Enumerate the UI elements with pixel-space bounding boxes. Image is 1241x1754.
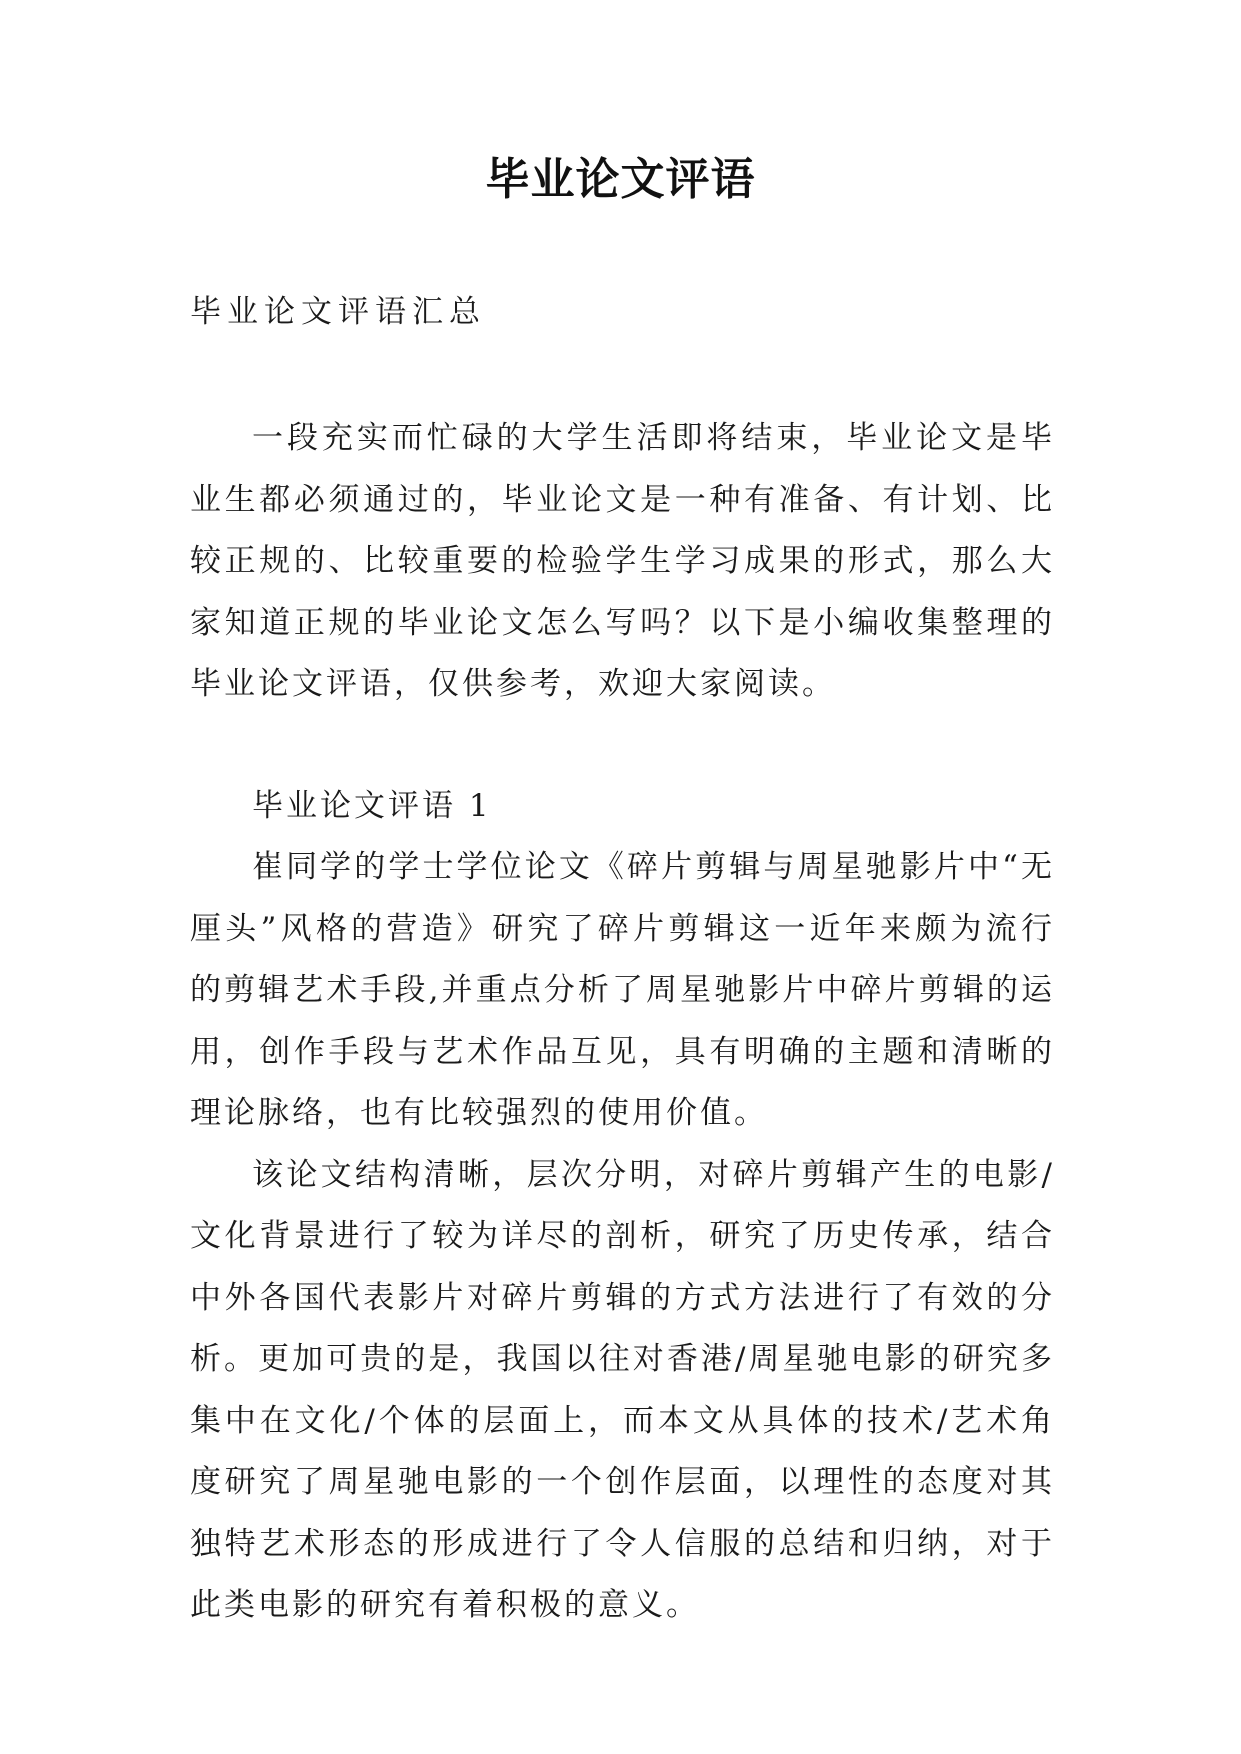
intro-paragraph: 一段充实而忙碌的大学生活即将结束，毕业论文是毕业生都必须通过的，毕业论文是一种有准备、有计划、比较正规的、比较重要的检验学生学习成果的形式，那么大家知道正规的毕业论文怎么写吗？以下是小编收集整理的毕业论文评语，仅供参考，欢迎大家阅读。: [190, 420, 1055, 702]
section-heading: 毕业论文评语 1: [252, 787, 492, 824]
document-title: 毕业论文评语: [485, 154, 756, 205]
paragraph-gap: [190, 716, 1055, 776]
document-subtitle: 毕业论文评语汇总: [190, 294, 486, 330]
body-paragraph: 该论文结构清晰，层次分明，对碎片剪辑产生的电影/文化背景进行了较为详尽的剖析，研究了历史传承，结合中外各国代表影片对碎片剪辑的方式方法进行了有效的分析。更加可贵的是，我国以往对香港/周星驰电影的研究多集中在文化/个体的层面上，而本文从具体的技术/艺术角度研究了周星驰电影的一个创作层面，以理性的态度对其独特艺术形态的形成进行了令人信服的总结和归纳，对于此类电影的研究有着积极的意义。: [190, 1156, 1055, 1623]
body-paragraph: 崔同学的学士学位论文《碎片剪辑与周星驰影片中“无厘头”风格的营造》研究了碎片剪辑这一近年来颇为流行的剪辑艺术手段,并重点分析了周星驰影片中碎片剪辑的运用，创作手段与艺术作品互见，具有明确的主题和清晰的理论脉络，也有比较强烈的使用价值。: [190, 849, 1055, 1131]
document-body: [190, 408, 1055, 1637]
